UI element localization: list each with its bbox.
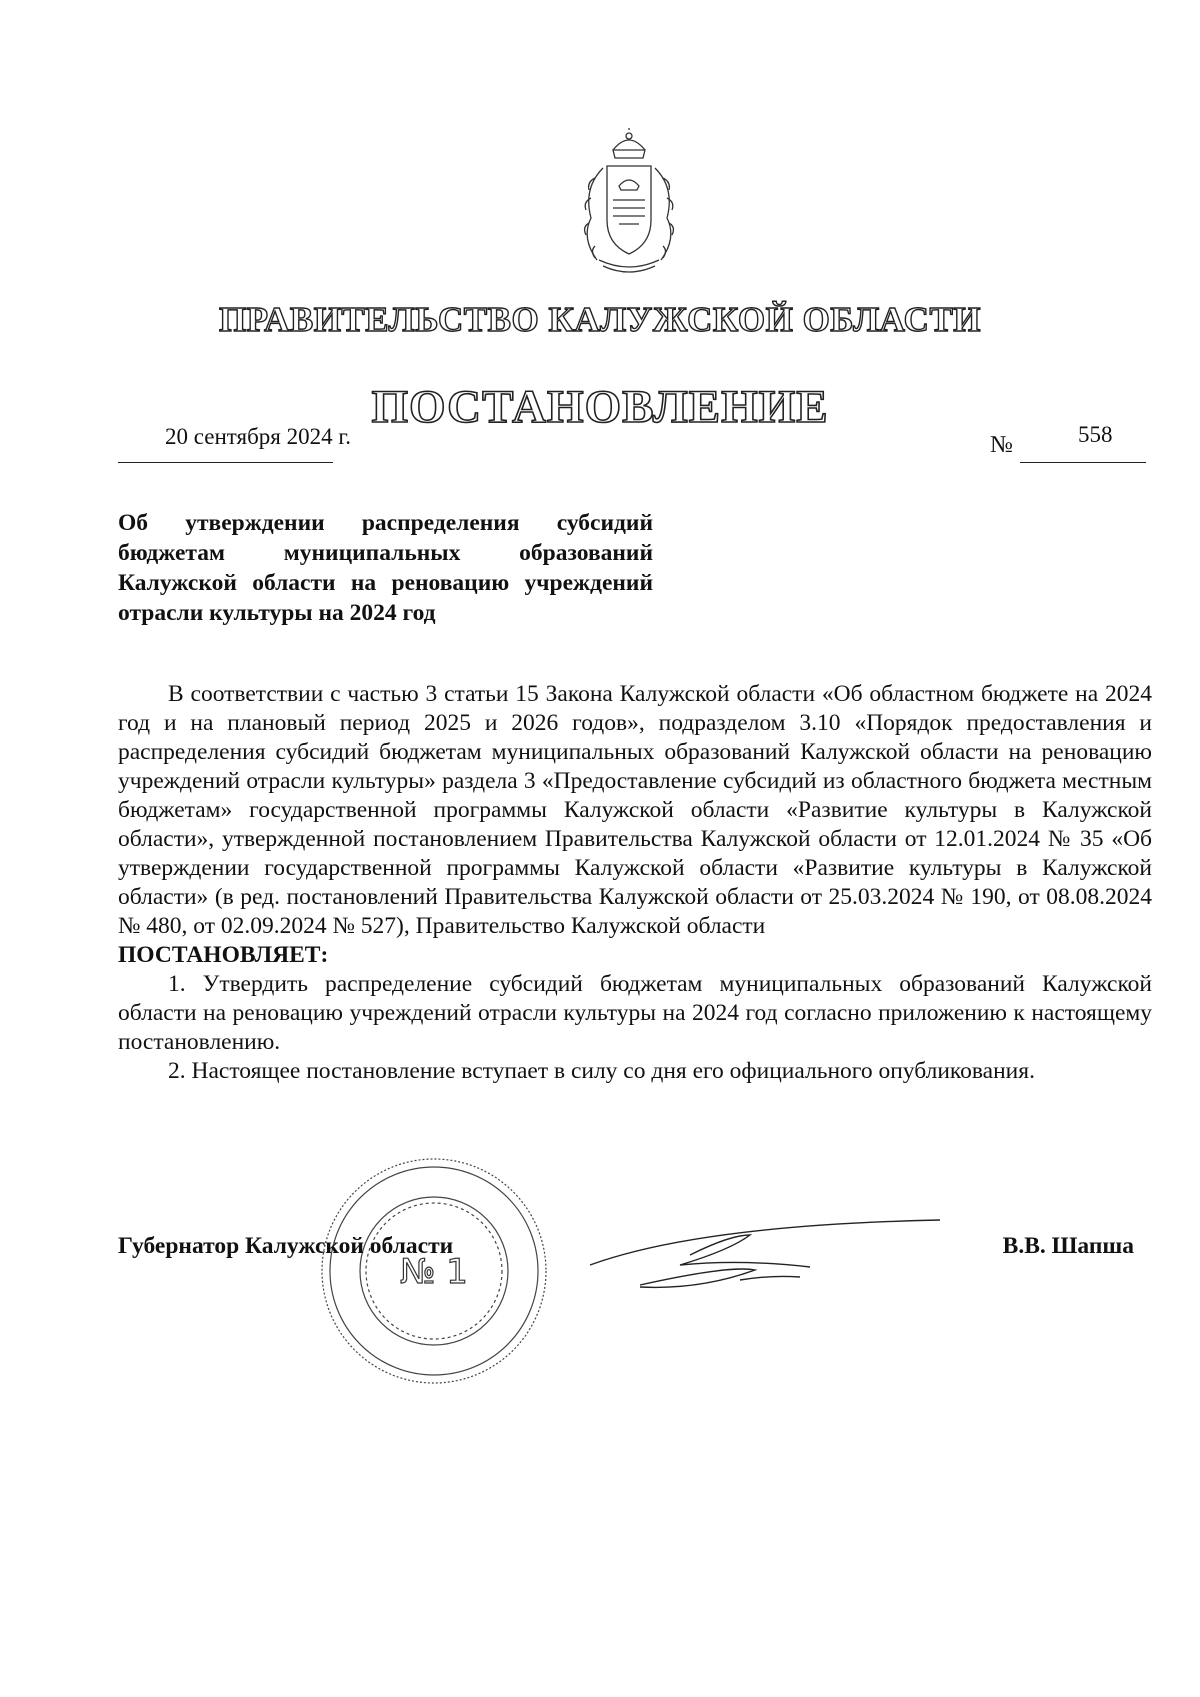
document-subject: Об утверждении распределения субсидий бюджетам муниципальных образований Калужской области на реновацию учреждений отрасли культуры на 2024 год bbox=[118, 510, 653, 626]
government-title: ПРАВИТЕЛЬСТВО КАЛУЖСКОЙ ОБЛАСТИ bbox=[218, 300, 982, 339]
signatory-position: Губернатор Калужской области bbox=[118, 1233, 454, 1259]
official-stamp bbox=[318, 1155, 550, 1387]
signatory-name: В.В. Шапша bbox=[1002, 1233, 1134, 1259]
coat-of-arms-emblem bbox=[573, 128, 685, 276]
document-date: 20 сентября 2024 г. bbox=[165, 424, 351, 449]
document-type-title: ПОСТАНОВЛЕНИЕ bbox=[371, 381, 829, 433]
item-1-paragraph: 1. Утвердить распределение субсидий бюджетам муниципальных образований Калужской области на реновацию учреждений отрасли культуры на 2024 год согласно приложению к настоящему постановлению. bbox=[118, 971, 1152, 1055]
number-underline bbox=[1020, 462, 1146, 463]
decree-word: ПОСТАНОВЛЯЕТ: bbox=[118, 942, 329, 968]
handwritten-signature bbox=[580, 1195, 950, 1315]
document-number: 558 bbox=[1078, 422, 1113, 447]
number-sign: № bbox=[990, 432, 1013, 458]
preamble-paragraph: В соответствии с частью 3 статьи 15 Закона Калужской области «Об областном бюджете на 2024 год и на плановый период 2025 и 2026 годов», подразделом 3.10 «Порядок предоставления и распределения субсидий бюджетам муниципальных образований Калужской области на реновацию учреждений отрасли культуры» раздела 3 «Предоставление субсидий из областного бюджета местным бюджетам» государственной программы Калужской области «Развитие культуры в Калужской области», утвержденной постановлением Правительства Калужской области от 12.01.2024 № 35 «Об утверждении государственной программы Калужской области «Развитие культуры в Калужской области» (в ред. постановлений Правительства Калужской области от 25.03.2024 № 190, от 08.08.2024 № 480, от 02.09.2024 № 527), Правительство Калужской области bbox=[118, 681, 1152, 939]
document-body bbox=[118, 680, 1152, 1086]
date-underline bbox=[118, 462, 333, 463]
item-2-paragraph: 2. Настоящее постановление вступает в силу со дня его официального опубликования. bbox=[168, 1058, 1035, 1084]
stamp-center-text: № 1 bbox=[400, 1252, 468, 1292]
